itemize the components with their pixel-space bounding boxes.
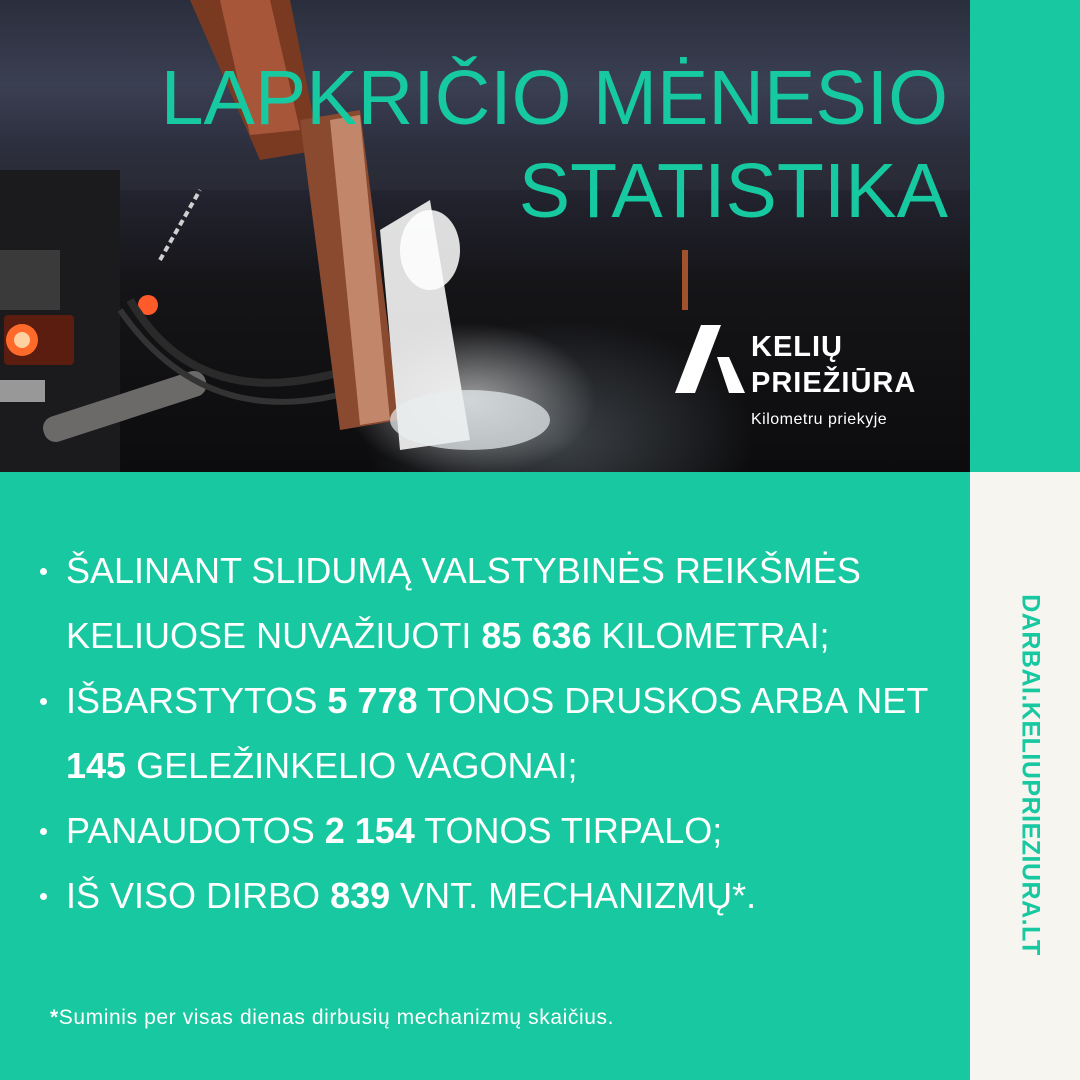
bullet-dot <box>40 893 47 900</box>
title-line-1: LAPKRIČIO MĖNESIO <box>160 55 948 141</box>
stat-text: TONOS DRUSKOS ARBA NET <box>417 680 928 721</box>
stat-number: 85 636 <box>481 615 592 656</box>
stat-number: 839 <box>330 875 391 916</box>
header-photo <box>0 0 970 472</box>
stat-number: 145 <box>66 745 127 786</box>
stat-item-machines <box>36 863 956 928</box>
bullet-dot <box>40 568 47 575</box>
stat-number: 2 154 <box>324 810 415 851</box>
bullet-dot <box>40 828 47 835</box>
stat-item-salt <box>36 668 956 798</box>
stat-text: GELEŽINKELIO VAGONAI; <box>126 745 578 786</box>
logo-mark-icon <box>673 325 745 395</box>
stat-text: IŠBARSTYTOS <box>66 680 328 721</box>
bullet-dot <box>40 698 47 705</box>
logo-tagline: Kilometru priekyje <box>751 411 888 428</box>
stat-text: VNT. MECHANIZMŲ*. <box>390 875 757 916</box>
logo-text-line-2: PRIEŽIŪRA <box>751 367 917 399</box>
stat-number: 5 778 <box>327 680 418 721</box>
stat-text: TONOS TIRPALO; <box>414 810 723 851</box>
title-line-2: STATISTIKA <box>518 148 948 234</box>
footnote-text: Suminis per visas dienas dirbusių mechanizmų skaičius. <box>58 1006 615 1029</box>
stat-item-solution <box>36 798 956 863</box>
stat-text: PANAUDOTOS <box>66 810 325 851</box>
page-title <box>48 52 948 238</box>
brand-logo <box>673 325 943 435</box>
stats-list <box>36 538 956 928</box>
stat-text: ŠALINANT SLIDUMĄ VALSTYBINĖS REIKŠMĖS KELIUOSE NUVAŽIUOTI <box>66 550 861 656</box>
footnote-star: * <box>50 1006 59 1029</box>
website-url: DARBAI.KELIUPRIEZIURA.LT <box>1016 594 1045 956</box>
stat-text: IŠ VISO DIRBO <box>66 875 331 916</box>
stat-item-kilometers <box>36 538 956 668</box>
footnote <box>50 1006 614 1030</box>
logo-text-line-1: KELIŲ <box>751 331 843 363</box>
stat-text: KILOMETRAI; <box>591 615 830 656</box>
side-stripe-top <box>970 0 1080 472</box>
